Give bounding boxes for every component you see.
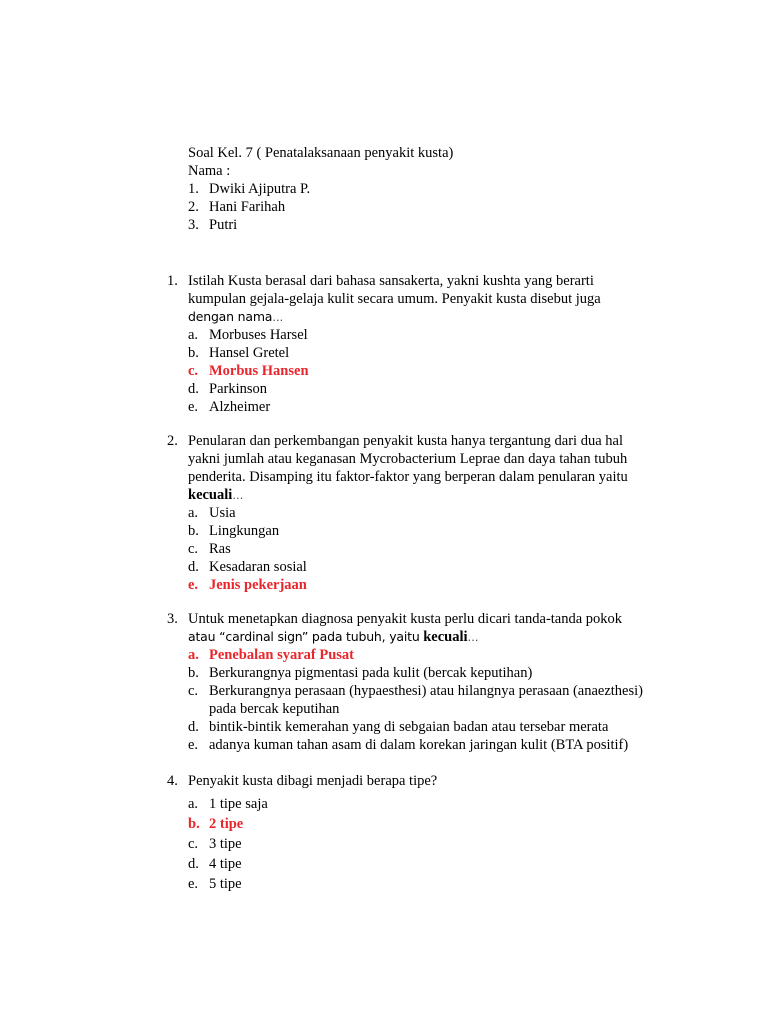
question-number: 4. <box>167 773 178 789</box>
member-number: 1. <box>188 181 199 197</box>
emphasis-kecuali: kecuali <box>423 629 468 645</box>
question-text-line <box>167 486 667 504</box>
option-b: b. Lingkungan <box>188 523 280 539</box>
document-title: Soal Kel. 7 ( Penatalaksanaan penyakit kusta) <box>188 145 454 161</box>
option-d: d. Parkinson <box>188 381 267 397</box>
question-1 <box>167 272 667 416</box>
option-d: d. 4 tipe <box>188 856 242 872</box>
member-number: 3. <box>188 217 199 233</box>
ellipsis: … <box>232 489 244 502</box>
member-name: Hani Farihah <box>209 199 286 215</box>
ellipsis: … <box>467 631 479 644</box>
option-b: b. Berkurangnya pigmentasi pada kulit (bercak keputihan) <box>188 665 533 681</box>
ellipsis: … <box>272 311 284 324</box>
option-b-correct: b. 2 tipe <box>188 816 244 832</box>
question-number: 3. <box>167 611 178 627</box>
question-number: 1. <box>167 273 178 289</box>
member-number: 2. <box>188 199 199 215</box>
option-c-continuation: pada bercak keputihan <box>209 701 340 717</box>
question-text-line: 4. Penyakit kusta dibagi menjadi berapa tipe? <box>167 773 438 789</box>
option-a: a. Usia <box>188 505 236 521</box>
member-item <box>188 180 453 198</box>
document-header <box>188 144 453 234</box>
member-item <box>188 216 453 234</box>
question-text-line: kumpulan gejala-gelaja kulit secara umum. Penyakit kusta disebut juga <box>188 291 601 307</box>
question-text-line: 3. Untuk menetapkan diagnosa penyakit kusta perlu dicari tanda-tanda pokok <box>167 611 623 627</box>
option-d: d. Kesadaran sosial <box>188 559 307 575</box>
option-c: c. Berkurangnya perasaan (hypaesthesi) atau hilangnya perasaan (anaezthesi) <box>188 683 643 699</box>
emphasis-kecuali: kecuali <box>188 487 233 503</box>
question-text-line: yakni jumlah atau keganasan Mycrobacterium Leprae dan daya tahan tubuh <box>188 451 628 467</box>
question-text-line: 2. Penularan dan perkembangan penyakit kusta hanya tergantung dari dua hal <box>167 433 623 449</box>
question-text-line: dengan nama… <box>188 309 284 324</box>
nama-label: Nama : <box>188 163 231 179</box>
option-a-correct: a. Penebalan syaraf Pusat <box>188 647 354 663</box>
question-3 <box>167 610 667 754</box>
option-d: d. bintik-bintik kemerahan yang di sebgaian badan atau tersebar merata <box>188 719 609 735</box>
option-a: a. 1 tipe saja <box>188 796 268 812</box>
option-c-correct: c. Morbus Hansen <box>188 363 309 379</box>
option-e: e. Alzheimer <box>188 399 271 415</box>
question-number: 2. <box>167 433 178 449</box>
question-2 <box>167 432 667 594</box>
option-e: e. adanya kuman tahan asam di dalam korekan jaringan kulit (BTA positif) <box>188 737 629 753</box>
question-text-line: penderita. Disamping itu faktor-faktor yang berperan dalam penularan yaitu <box>188 469 628 485</box>
option-b: b. Hansel Gretel <box>188 345 290 361</box>
member-item <box>188 198 453 216</box>
question-text-line: 1. Istilah Kusta berasal dari bahasa sansakerta, yakni kushta yang berarti <box>167 273 594 289</box>
member-name: Putri <box>209 217 238 233</box>
option-e-correct: e. Jenis pekerjaan <box>188 577 307 593</box>
member-name: Dwiki Ajiputra P. <box>209 181 311 197</box>
option-c: c. Ras <box>188 541 231 557</box>
option-c: c. 3 tipe <box>188 836 242 852</box>
question-text-line: atau “cardinal sign” pada tubuh, yaitu kecuali… <box>188 629 479 645</box>
option-a: a. Morbuses Harsel <box>188 327 308 343</box>
question-4 <box>167 772 667 894</box>
option-e: e. 5 tipe <box>188 876 242 892</box>
